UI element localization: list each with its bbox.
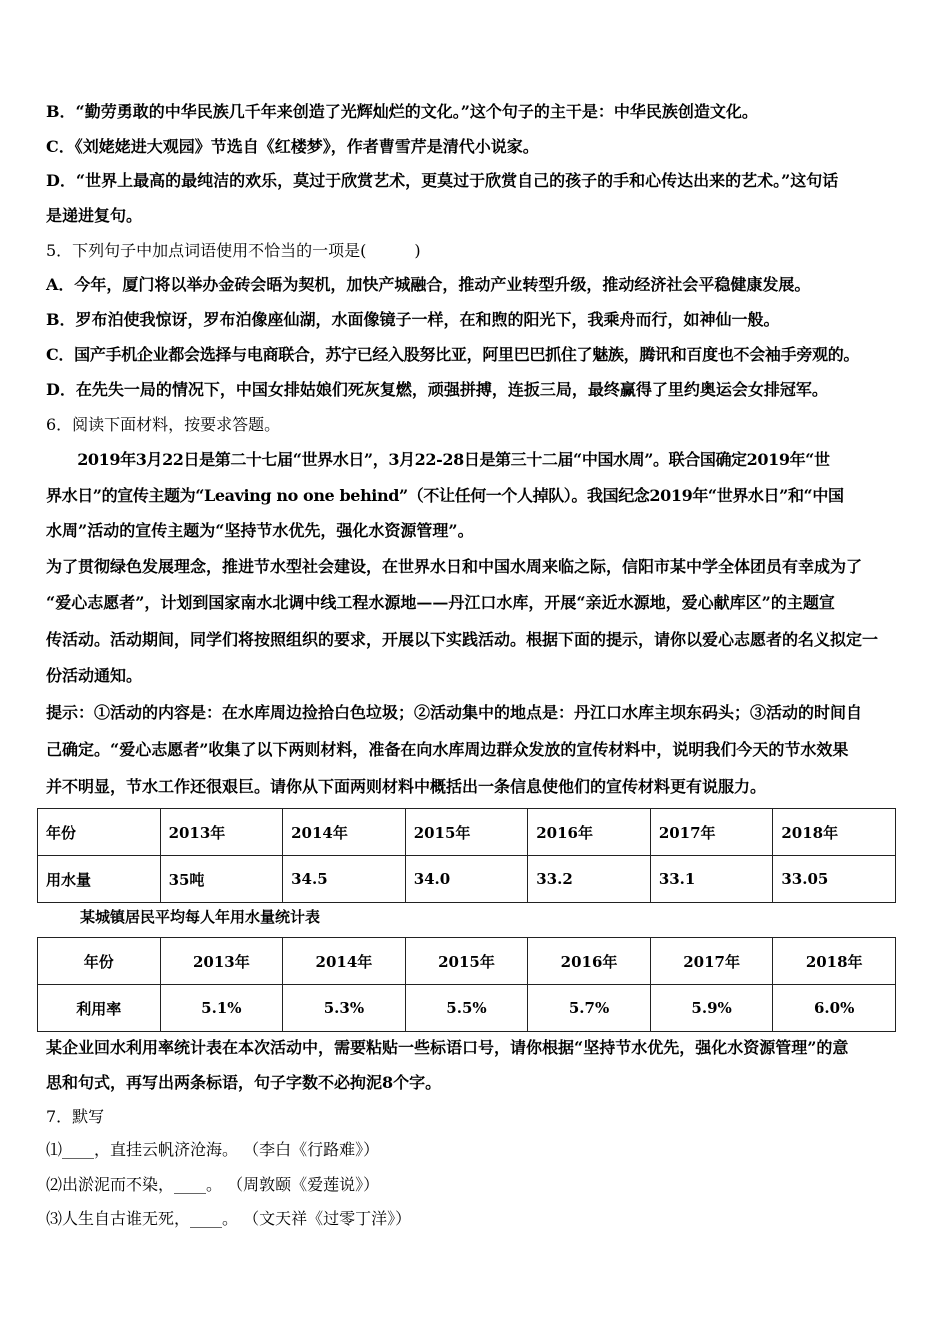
q4-option-d: D．“世界上最高的最纯洁的欢乐，莫过于欣赏艺术，更莫过于欣赏自己的孩子的手和心传达出来的艺术。”这句话: [46, 171, 839, 190]
q7-item: ⑶人生自古谁无死，____。 （文天祥《过零丁洋》）: [46, 1209, 412, 1228]
table-cell: 年份: [38, 809, 161, 856]
table-cell: 33.1: [650, 856, 773, 903]
table-cell: 利用率: [38, 985, 161, 1032]
q6-line: 传活动。活动期间，同学们将按照组织的要求，开展以下实践活动。根据下面的提示，请你以爱心志愿者的名义拟定一: [46, 630, 879, 649]
table-cell: 33.2: [528, 856, 651, 903]
q5-option-b: B．罗布泊使我惊讶，罗布泊像座仙湖，水面像镜子一样，在和煦的阳光下，我乘舟而行，如神仙一般。: [46, 310, 780, 329]
recycle-rate-table: [37, 937, 896, 1032]
table-cell: 2018年: [773, 809, 896, 856]
table-cell: 6.0%: [773, 985, 896, 1032]
table1-caption: 某城镇居民平均每人年用水量统计表: [80, 908, 321, 926]
q6-line: “爱心志愿者”，计划到国家南水北调中线工程水源地——丹江口水库，开展“亲近水源地，爱心献库区”的主题宣: [46, 593, 835, 612]
q4-option-d-cont: 是递进复句。: [46, 206, 143, 225]
table-row: [38, 856, 896, 903]
table-cell: 34.0: [405, 856, 528, 903]
table-cell: 2016年: [528, 938, 651, 985]
q7-stem: 7．默写: [46, 1107, 105, 1126]
table-cell: 35吨: [160, 856, 283, 903]
table-cell: 2016年: [528, 809, 651, 856]
table-cell: 用水量: [38, 856, 161, 903]
q6-line: 并不明显，节水工作还很艰巨。请你从下面两则材料中概括出一条信息使他们的宣传材料更有说服力。: [46, 777, 767, 796]
table-cell: 2013年: [160, 809, 283, 856]
table-cell: 34.5: [283, 856, 406, 903]
table-cell: 2013年: [160, 938, 283, 985]
table-cell: 2017年: [650, 938, 773, 985]
q5-stem: 5．下列句子中加点词语使用不恰当的一项是( ): [46, 241, 421, 260]
table-cell: 5.9%: [650, 985, 773, 1032]
q5-option-c: C．国产手机企业都会选择与电商联合，苏宁已经入股努比亚，阿里巴巴抓住了魅族，腾讯和百度也不会袖手旁观的。: [46, 345, 860, 364]
q6-task: 某企业回水利用率统计表在本次活动中，需要粘贴一些标语口号，请你根据“坚持节水优先，强化水资源管理”的意: [46, 1038, 849, 1057]
table-cell: 2014年: [283, 938, 406, 985]
q4-option-c: C．《刘姥姥进大观园》节选自《红楼梦》，作者曹雪芹是清代小说家。: [46, 137, 539, 156]
q6-stem: 6．阅读下面材料，按要求答题。: [46, 415, 281, 434]
q6-line: 水周”活动的宣传主题为“坚持节水优先，强化水资源管理”。: [46, 521, 474, 540]
q6-line: 份活动通知。: [46, 666, 143, 685]
q7-item: ⑴____，直挂云帆济沧海。 （李白《行路难》）: [46, 1140, 380, 1159]
q5-option-d: D．在先失一局的情况下，中国女排姑娘们死灰复燃，顽强拼搏，连扳三局，最终赢得了里约奥运会女排冠军。: [46, 380, 828, 399]
table-cell: 5.7%: [528, 985, 651, 1032]
table-cell: 年份: [38, 938, 161, 985]
q6-line: 己确定。“爱心志愿者”收集了以下两则材料，准备在向水库周边群众发放的宣传材料中，说明我们今天的节水效果: [46, 740, 849, 759]
table-header-row: [38, 938, 896, 985]
q4-option-b: B．“勤劳勇敢的中华民族几千年来创造了光辉灿烂的文化。”这个句子的主干是：中华民族创造文化。: [46, 102, 758, 121]
q6-line: 界水日”的宣传主题为“Leaving no one behind”（不让任何一个人掉队）。我国纪念2019年“世界水日”和“中国: [46, 486, 844, 505]
q6-task: 思和句式，再写出两条标语，句子字数不必拘泥8个字。: [46, 1073, 442, 1092]
q5-option-a: A．今年，厦门将以举办金砖会晤为契机，加快产城融合，推动产业转型升级，推动经济社会平稳健康发展。: [46, 275, 811, 294]
q6-line: 2019年3月22日是第二十七届“世界水日”，3月22-28日是第三十二届“中国水周”。联合国确定2019年“世: [46, 450, 830, 469]
table-cell: 2015年: [405, 938, 528, 985]
table-cell: 5.1%: [160, 985, 283, 1032]
table-cell: 33.05: [773, 856, 896, 903]
q7-item: ⑵出淤泥而不染，____。 （周敦颐《爱莲说》）: [46, 1175, 380, 1194]
q6-line: 为了贯彻绿色发展理念，推进节水型社会建设，在世界水日和中国水周来临之际，信阳市某中学全体团员有幸成为了: [46, 557, 863, 576]
table-cell: 5.5%: [405, 985, 528, 1032]
table-row: [38, 985, 896, 1032]
water-usage-table: [37, 808, 896, 903]
table-header-row: [38, 809, 896, 856]
table-cell: 5.3%: [283, 985, 406, 1032]
table-cell: 2017年: [650, 809, 773, 856]
table-cell: 2015年: [405, 809, 528, 856]
q6-line: 提示：①活动的内容是：在水库周边捡拾白色垃圾；②活动集中的地点是：丹江口水库主坝东码头；③活动的时间自: [46, 703, 863, 722]
table-cell: 2018年: [773, 938, 896, 985]
table-cell: 2014年: [283, 809, 406, 856]
